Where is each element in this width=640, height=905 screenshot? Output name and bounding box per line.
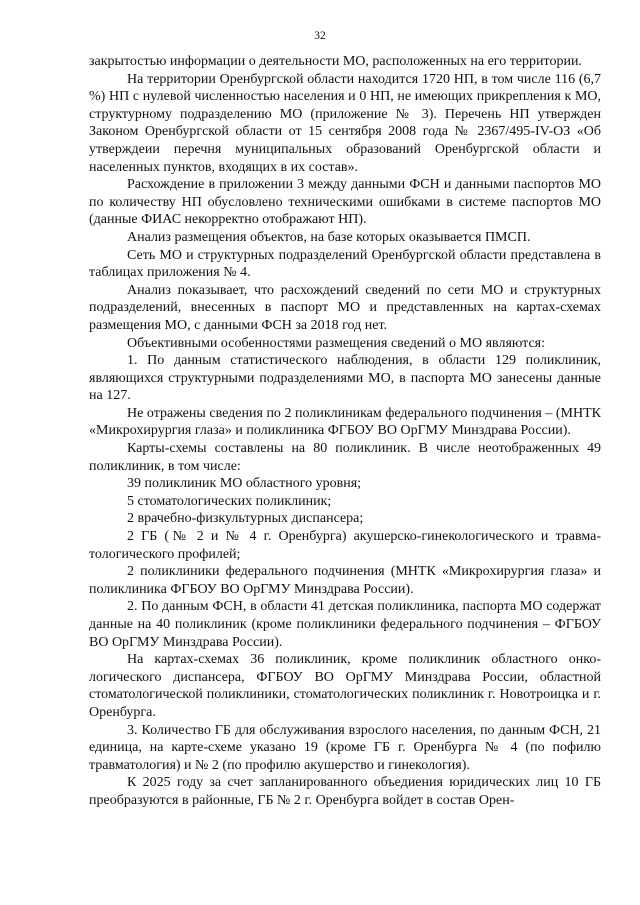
paragraph-2025-plan: К 2025 году за счет запланированного объедиения юридических лиц 10 ГБ преобразуются в районные, ГБ № 2 г. Оренбурга войдет в состав Орен- (89, 775, 601, 808)
paragraph-continuation: закрытостью информации о деятельности МО, расположенных на его территории. (89, 54, 582, 69)
body-text (89, 53, 601, 810)
list-item: 2 поликлиники федерального подчинения (МНТК «Микрохирургия глаза» и поликлиника ФГБОУ ВО ОрГМУ Минздрава России). (89, 564, 601, 597)
list-item: 2 ГБ (№ 2 и № 4 г. Оренбурга) акушерско-гинекологического и травматологического профилей; (89, 529, 601, 562)
list-item: 39 поликлиник МО областного уровня; (127, 476, 362, 492)
list-item: 5 стоматологических поликлиник; (127, 493, 332, 509)
paragraph-maps-children: На картах-схемах 36 поликлиник, кроме поликлиник областного онкологического диспансера, ФГБОУ ВО ОрГМУ Минздрава России, областной стоматологической поликлиники, стоматологических поликлиник г. Новотроицка и г. Оренбурга. (89, 652, 601, 720)
page-number: 32 (314, 30, 326, 42)
paragraph-analysis-result: Анализ показывает, что расхождений сведений по сети МО и структурных подразделений, внесенных в паспорт МО и представленных на картах-схемах размещения МО, с данными ФСН за 2018 год нет. (89, 282, 601, 333)
paragraph-discrepancy: Расхождение в приложении 3 между данными ФСН и данными паспортов МО по количеству НП обусловлено техническими ошибками в системе паспортов МО (данные ФИАС некорректно отображают НП). (89, 177, 601, 228)
paragraph-network-tables: Сеть МО и структурных подразделений Оренбургской области представлена в таблицах приложения № 4. (89, 247, 601, 281)
paragraph-item-3: 3. Количество ГБ для обслуживания взрослого населения, по данным ФСН, 21 единица, на карте-схеме указано 19 (кроме ГБ г. Оренбурга № 4 (по пофилю травматология) и № 2 (по профилю акушерство и гинекология). (89, 722, 601, 773)
list-item: 2 врачебно-физкультурных диспансера; (127, 511, 364, 527)
paragraph-maps-polyclinics: Карты-схемы составлены на 80 поликлиник. В числе неотображенных 49 поликлиник, в том числе: (89, 441, 601, 474)
paragraph-settlements-count: На территории Оренбургской области находится 1720 НП, в том числе 116 (6,7 %) НП с нулевой численностью населения и 0 НП, не имеющих прикрепления к МО, структурному подразделению МО (приложение № 3). Перечень НП утвержден Законом Оренбургской области от 15 сентября 2008 года № 2367/495-IV-ОЗ «Об утверждеии перечня муниципальных образований Оренбургской области и населенных пунктов, входящих в их состав». (89, 71, 601, 175)
paragraph-analysis-heading: Анализ размещения объектов, на базе которых оказывается ПМСП. (127, 229, 531, 245)
paragraph-item-2: 2. По данным ФСН, в области 41 детская поликлиника, паспорта МО содержат данные на 40 поликлиник (кроме поликлиники федерального подчинения – ФГБОУ ВО ОрГМУ Минздрава России). (89, 599, 601, 650)
paragraph-not-reflected: Не отражены сведения по 2 поликлиникам федерального подчинения – (МНТК «Микрохирургия глаза» и поликлиника ФГБОУ ВО ОрГМУ Минздрава России). (89, 405, 601, 439)
paragraph-features-intro: Объективными особенностями размещения сведений о МО являются: (127, 335, 545, 351)
paragraph-item-1: 1. По данным статистического наблюдения, в области 129 поликлиник, являющихся структурными подразделениями МО, в паспорта МО занесены данные на 127. (89, 353, 601, 404)
